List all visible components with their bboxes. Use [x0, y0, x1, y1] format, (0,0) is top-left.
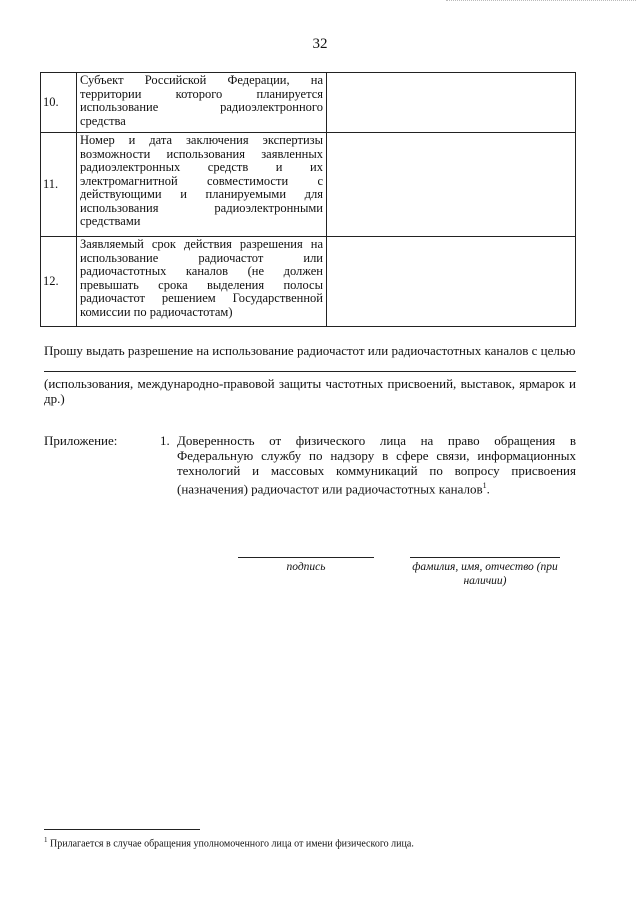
footnote-ref: 1	[482, 481, 487, 490]
row-value-cell[interactable]	[327, 73, 576, 133]
footnote-mark: 1	[44, 836, 48, 844]
row-label-line: средствами	[80, 214, 141, 228]
purpose-note: (использования, международно-правовой защиты частотных присвоений, выставок, ярмарок и др.)	[44, 376, 576, 406]
purpose-fill-line[interactable]	[44, 371, 576, 372]
row-label-line: средства	[80, 113, 126, 128]
table-row	[41, 73, 576, 133]
signature-line[interactable]	[238, 557, 374, 558]
row-number: 12.	[41, 237, 77, 327]
full-name-line[interactable]	[410, 557, 560, 558]
row-label-line: использование радиоэлектронного	[80, 100, 323, 114]
purpose-request: Прошу выдать разрешение на использование радиочастот или радиочастотных каналов с целью	[44, 343, 576, 358]
row-label	[77, 133, 327, 237]
attachment-item-text: Доверенность от физического лица на право обращения в Федеральную службу по надзору в сфере связи, информационных технологий и массовых коммуникаций по вопросу присвоения (назначения) радиочастот или радиочастотных каналов	[177, 433, 576, 497]
row-label-line: Номер и дата заключения экспертизы	[80, 133, 323, 147]
attachment-item	[160, 433, 576, 496]
footnote-divider	[44, 829, 200, 830]
row-label-line: комиссии по радиочастотам)	[80, 304, 233, 319]
row-label-line: действующими и планируемыми для	[80, 187, 323, 201]
row-label-line: возможности использования заявленных	[80, 146, 323, 161]
row-label-line: электромагнитной совместимости с	[80, 173, 323, 188]
row-number: 11.	[41, 133, 77, 237]
row-label-line: территории которого планируется	[80, 86, 323, 101]
row-label-line: использования радиоэлектронными	[80, 200, 323, 215]
footnote	[44, 836, 414, 849]
application-table	[40, 72, 576, 327]
row-label	[77, 237, 327, 327]
page-number: 32	[312, 36, 328, 52]
footnote-text: Прилагается в случае обращения уполномоченного лица от имени физического лица.	[50, 838, 414, 850]
table-row	[41, 237, 576, 327]
row-label-line: Субъект Российской Федерации, на	[80, 73, 323, 87]
row-label-line: использование радиочастот или	[80, 250, 323, 265]
attachment-item-number: 1.	[160, 433, 170, 448]
row-value-cell[interactable]	[327, 237, 576, 327]
scan-corner-mark	[446, 0, 636, 5]
row-label-line: превышать срока выделения полосы	[80, 277, 323, 292]
row-number: 10.	[41, 73, 77, 133]
row-label	[77, 73, 327, 133]
row-label-line: радиоэлектронных средств и их	[80, 160, 323, 174]
table-row	[41, 133, 576, 237]
full-name-caption: фамилия, имя, отчество (при наличии)	[412, 561, 558, 587]
row-value-cell[interactable]	[327, 133, 576, 237]
attachment-label: Приложение:	[44, 433, 118, 448]
row-label-line: радиочастот решением Государственной	[80, 291, 323, 305]
row-label-line: радиочастотных каналов (не должен	[80, 264, 323, 278]
signature-caption: подпись	[286, 561, 326, 573]
row-label-line: Заявляемый срок действия разрешения на	[80, 237, 323, 251]
attachment-item-text-wrap: Доверенность от физического лица на право обращения в Федеральную службу по надзору в сфере связи, информационных технологий и массовых коммуникаций по вопросу присвоения (назначения) радиочастот или радиочастотных каналов$^1$.	[177, 433, 576, 497]
